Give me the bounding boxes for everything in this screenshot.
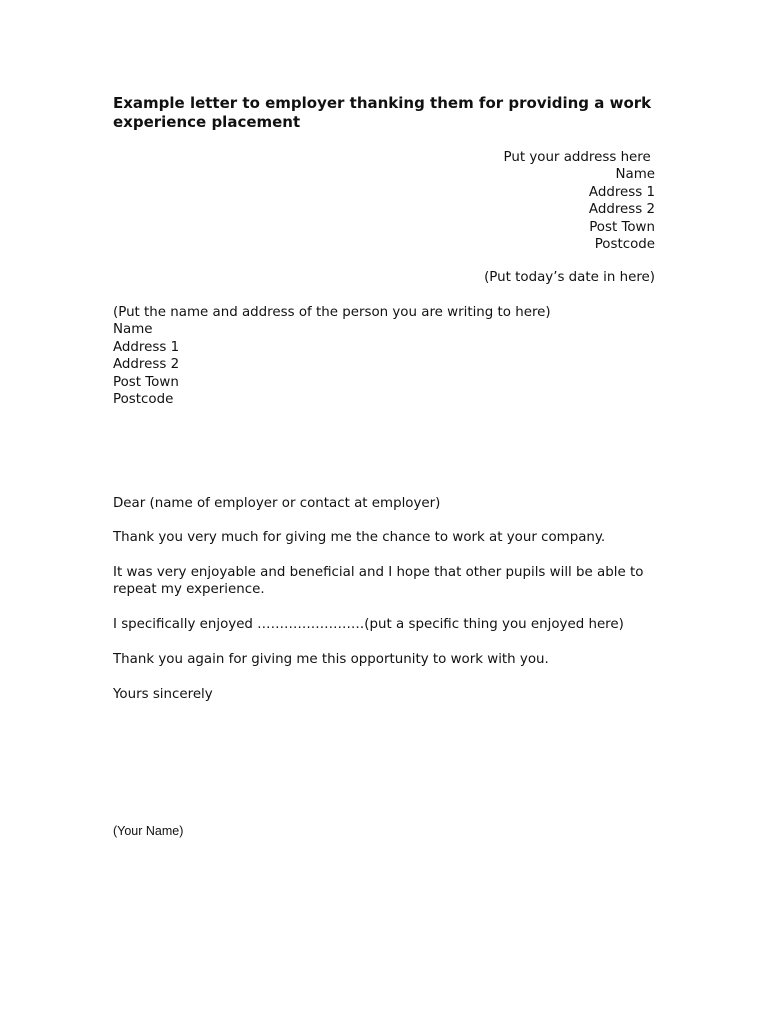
recipient-address-block [113,304,551,408]
body-paragraph: I specifically enjoyed ……………………(put a specific thing you enjoyed here) [113,617,624,632]
sender-postcode: Postcode [594,237,655,253]
document-title: Example letter to employer thanking them for providing a work experience placement [113,94,652,131]
sender-address-instruction: Put your address here [503,150,655,165]
sender-name: Name [615,167,655,183]
recipient-instruction: (Put the name and address of the person you are writing to here) [113,305,551,320]
recipient-name: Name [113,322,153,338]
closing: Yours sincerely [113,687,213,702]
recipient-address-1: Address 1 [113,339,180,355]
body-paragraph: Thank you very much for giving me the chance to work at your company. [113,530,606,545]
sender-address-2: Address 2 [588,202,655,218]
letter-date: (Put today’s date in here) [484,270,655,285]
sender-post-town: Post Town [589,219,655,235]
recipient-post-town: Post Town [113,374,179,390]
signature-name: (Your Name) [113,824,184,838]
salutation: Dear (name of employer or contact at employer) [113,496,441,511]
recipient-address-2: Address 2 [113,357,180,373]
sender-address-1: Address 1 [588,184,655,200]
recipient-postcode: Postcode [113,392,174,408]
body-paragraph: It was very enjoyable and beneficial and I hope that other pupils will be able to repeat my experience. [113,565,644,598]
sender-address-block [504,149,656,253]
body-paragraph: Thank you again for giving me this opportunity to work with you. [113,652,549,667]
